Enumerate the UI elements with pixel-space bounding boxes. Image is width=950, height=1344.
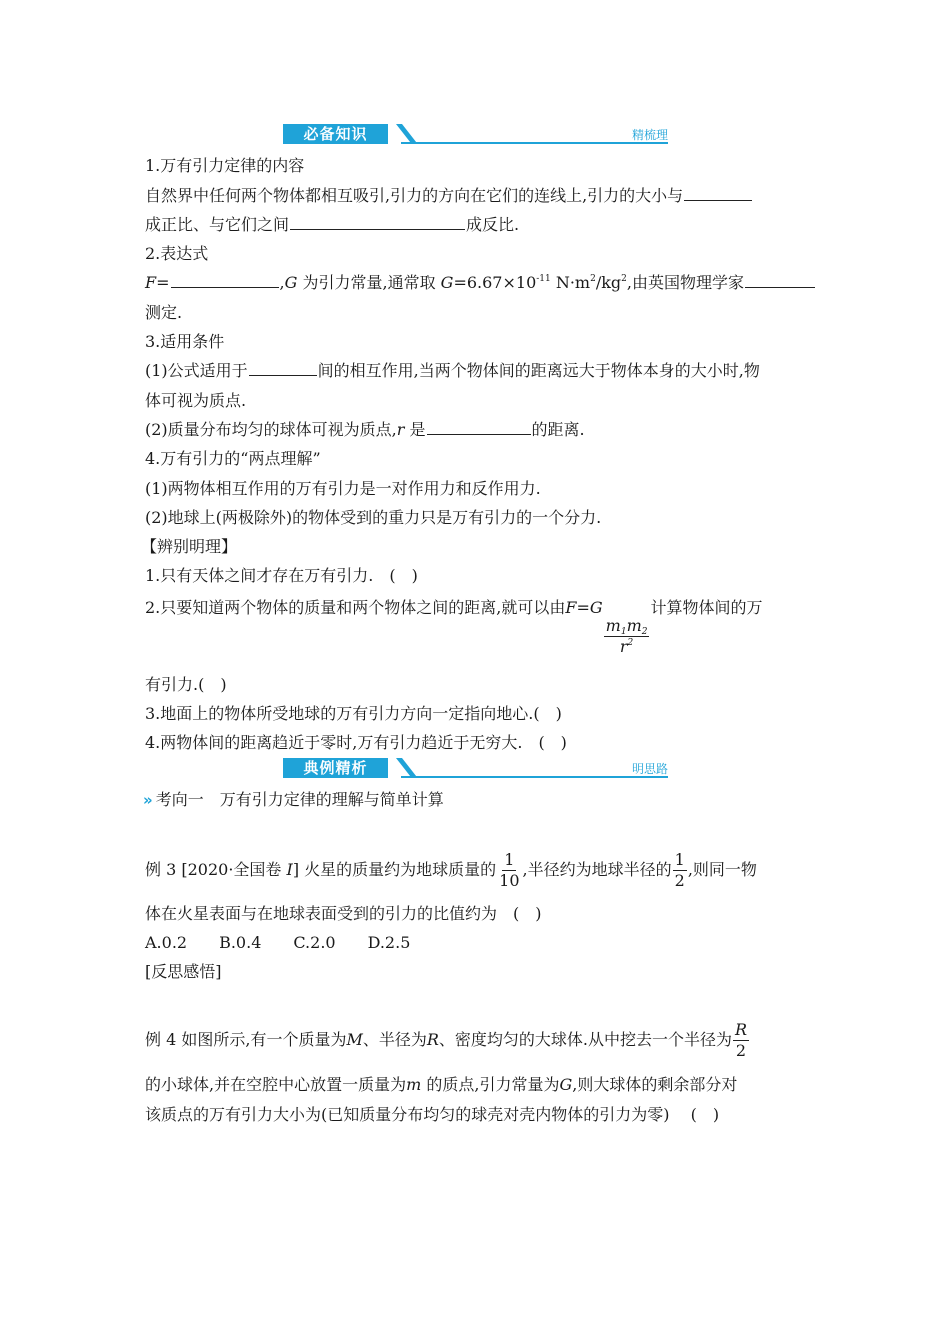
section-banner-knowledge <box>283 124 668 150</box>
paragraph-1b: 成正比、与它们之间 成反比. <box>145 215 520 234</box>
fill-blank[interactable] <box>745 273 815 288</box>
paragraph-1a: 自然界中任何两个物体都相互吸引,引力的方向在它们的连线上,引力的大小与 <box>145 186 753 206</box>
heading-2: 2.表达式 <box>145 244 209 263</box>
fraction-r-half: $\frac{R}{2}$ <box>735 1020 748 1060</box>
formula-fraction: $\frac{m_1m_2}{r^2}$ <box>605 616 648 656</box>
example-4: 例 4 如图所示,有一个质量为M、半径为R、密度均匀的大球体.从中挖去一个半径为 $\frac{R}{2}$ <box>145 1020 748 1060</box>
section-title: 典例精析 <box>283 758 388 778</box>
example-4c: 的小球体,并在空腔中心放置一质量为m 的质点,引力常量为G,则大球体的剩余部分对 <box>145 1075 738 1094</box>
fill-blank[interactable] <box>290 215 465 230</box>
double-chevron-right-icon: » <box>143 791 153 809</box>
question-2: 2.只要知道两个物体的质量和两个物体之间的距离,就可以由F=G $\frac{m_1m_2}{r^2}$ 计算物体间的万 <box>145 598 763 656</box>
paragraph-4b: (2)地球上(两极除外)的物体受到的重力只是万有引力的一个分力. <box>145 508 602 527</box>
fill-blank[interactable] <box>427 420 531 435</box>
fraction-one-tenth: $\frac{1}{10}$ <box>499 850 520 890</box>
fill-blank[interactable] <box>171 273 279 288</box>
section-banner-examples <box>283 758 668 784</box>
paragraph-3b: 体可视为质点. <box>145 391 247 410</box>
paragraph-4a: (1)两物体相互作用的万有引力是一对作用力和反作用力. <box>145 479 541 498</box>
bianbie-heading: 【辨别明理】 <box>141 537 238 556</box>
paragraph-3c: (2)质量分布均匀的球体可视为质点,r 是 的距离. <box>145 420 585 439</box>
section-subtitle: 明思路 <box>631 762 668 776</box>
heading-1: 1.万有引力定律的内容 <box>145 156 305 175</box>
fraction-one-half: $\frac{1}{2}$ <box>674 850 685 890</box>
reflection-label: [反思感悟] <box>145 962 222 981</box>
paragraph-2: F= ,G 为引力常量,通常取 $G=6.67\times 10^{-11}$ $N\cdot m^2/kg^2$,由英国物理学家 <box>145 273 816 293</box>
question-2b: 有引力.( ) <box>145 675 227 694</box>
heading-4: 4.万有引力的“两点理解” <box>145 449 321 468</box>
fill-blank[interactable] <box>684 186 752 201</box>
section-subtitle: 精梳理 <box>631 128 668 142</box>
paragraph-2b: 测定. <box>145 303 183 322</box>
example-3b: 体在火星表面与在地球表面受到的引力的比值约为 ( ) <box>145 904 542 923</box>
section-title: 必备知识 <box>283 124 388 144</box>
question-3: 3.地面上的物体所受地球的万有引力方向一定指向地心.( ) <box>145 704 562 723</box>
example-3: 例 3 [2020·全国卷 Ⅰ] 火星的质量约为地球质量的 $\frac{1}{10}$ ,半径约为地球半径的 $\frac{1}{2}$ ,则同一物 <box>145 850 757 890</box>
heading-3: 3.适用条件 <box>145 332 225 351</box>
paragraph-3a: (1)公式适用于 间的相互作用,当两个物体间的距离远大于物体本身的大小时,物 <box>145 361 760 380</box>
question-1: 1.只有天体之间才存在万有引力. ( ) <box>145 566 418 585</box>
kaoxiang-heading: » 考向一 万有引力定律的理解与简单计算 <box>143 790 444 809</box>
question-4: 4.两物体间的距离趋近于零时,万有引力趋近于无穷大. ( ) <box>145 733 567 752</box>
example-3-options: A.0.2 B.0.4 C.2.0 D.2.5 <box>145 933 411 952</box>
fill-blank[interactable] <box>249 361 317 376</box>
example-4d: 该质点的万有引力大小为(已知质量分布均匀的球壳对壳内物体的引力为零) ( ) <box>145 1105 720 1124</box>
